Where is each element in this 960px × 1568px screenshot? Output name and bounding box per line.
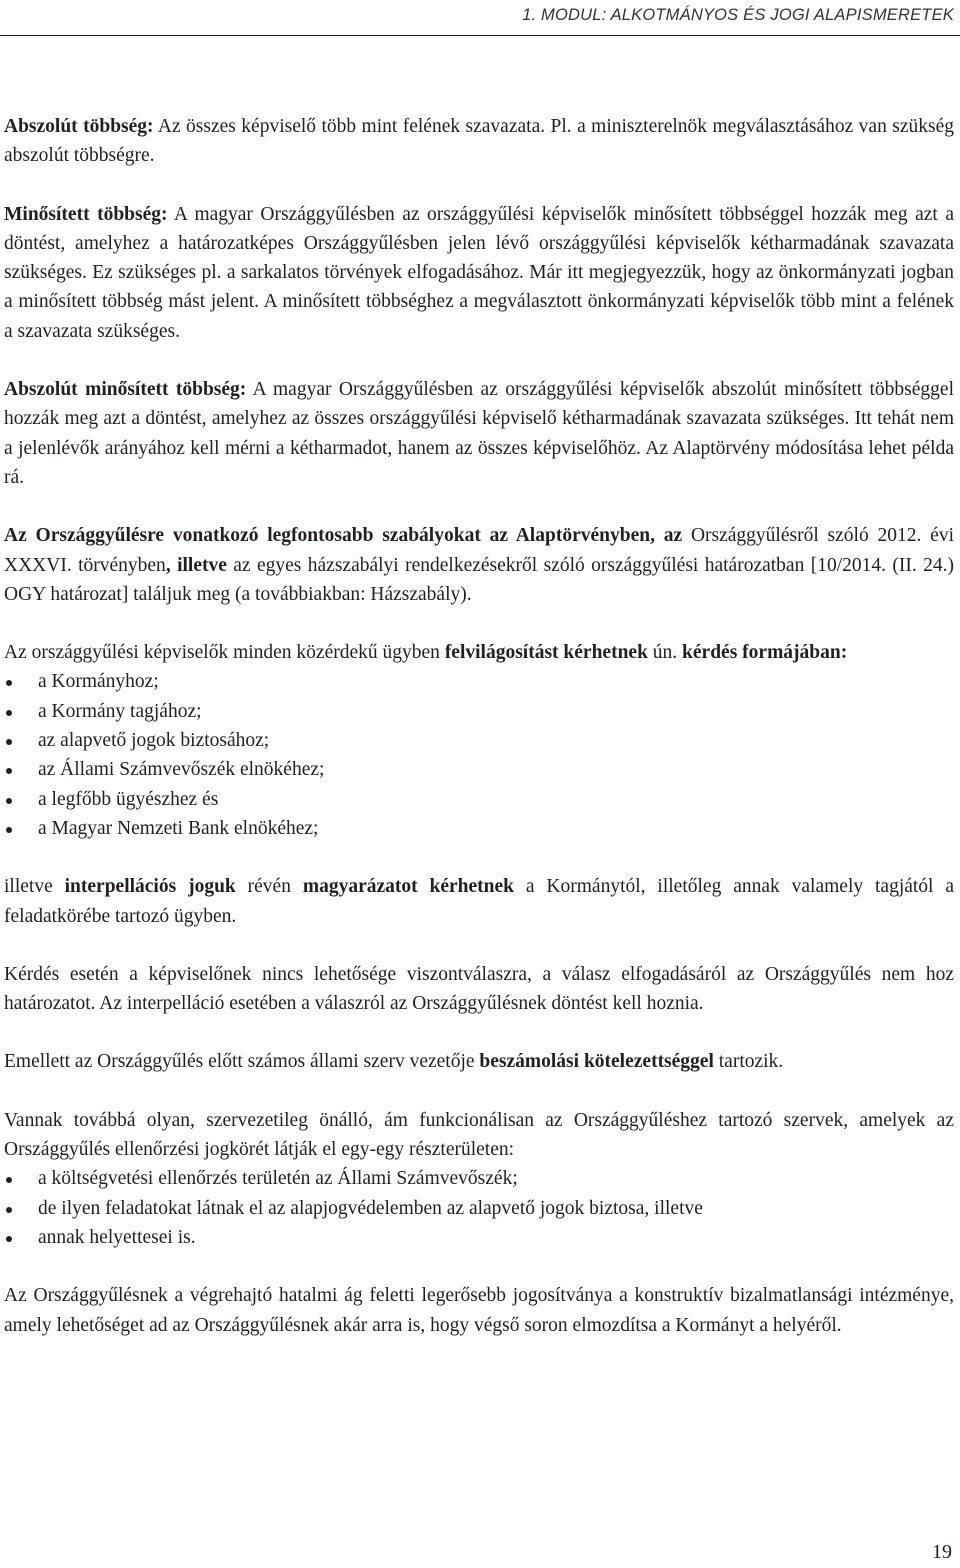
paragraph-rules-sources (4, 521, 954, 609)
paragraph-questions-intro (4, 638, 954, 667)
bold-text: felvilágosítást kérhetnek (444, 642, 648, 664)
paragraph-reporting-obligation (4, 1047, 954, 1076)
paragraph-constructive-no-confidence: Az Országgyűlésnek a végrehajtó hatalmi ág feletti legerősebb jogosítványa a konstruktív bizalmatlansági intézménye, amely lehetőséget ad az Országgyűlésnek akár arra is, hogy végső soron elmozdítsa a Kormányt a helyéről. (4, 1285, 954, 1336)
list-item: a Kormányhoz; (4, 667, 954, 696)
list-item: a Magyar Nemzeti Bank elnökéhez; (4, 814, 954, 843)
paragraph-text: az egyes házszabályi rendelkezésekről szóló országgyűlési határozatban [10/2014. (II. 24.) OGY határozat] találjuk meg (a továbbiakban: Házszabály). (4, 554, 955, 605)
paragraph-text: Emellett az Országgyűlés előtt számos állami szerv vezetője (4, 1051, 480, 1073)
paragraph-text: Az országgyűlési képviselők minden közérdekű ügyben (4, 642, 445, 664)
paragraph-qualified-majority (4, 200, 954, 346)
list-item: a költségvetési ellenőrzés területén az Állami Számvevőszék; (4, 1164, 954, 1193)
bullet-list-control-bodies (4, 1164, 954, 1252)
term-qualified-majority: Minősített többség: (4, 203, 168, 225)
list-item: az Állami Számvevőszék elnökéhez; (4, 755, 954, 784)
paragraph-text: tartozik. (713, 1051, 784, 1073)
paragraph-text: illetve (4, 876, 65, 898)
paragraph-absolute-qualified-majority (4, 375, 954, 492)
page-number: 19 (932, 1541, 952, 1563)
paragraph-control-bodies: Vannak továbbá olyan, szervezetileg önálló, ám funkcionálisan az Országgyűléshez tartozó szervek, amelyek az Országgyűlés ellenőrzési jogkörét látják el egy-egy részterületen: (4, 1109, 954, 1161)
bold-text: beszámolási kötelezettséggel (479, 1051, 714, 1073)
paragraph-absolute-majority (4, 112, 954, 171)
bold-text: magyarázatot kérhetnek (302, 876, 515, 898)
paragraph-text: A magyar Országgyűlésben az országgyűlési képviselők abszolút minősített többséggel hozzák meg azt a döntést, amelyhez az összes országgyűlési képviselő kétharmadának szavazata szükséges. Itt tehát nem a jelenlévők arányához kell mérni a kétharmadot, hanem az összes képviselőhöz. Az Alaptörvény módosítása lehet példa rá. (4, 379, 954, 488)
paragraph-text: A magyar Országgyűlésben az országgyűlési képviselők minősített többséggel hozzák meg azt a döntést, amelyhez a határozatképes Országgyűlésben jelen lévő országgyűlési képviselők kétharmadának szavazata szükséges. Ez szükséges pl. a sarkalatos törvények elfogadásához. Már itt megjegyezzük, hogy az önkormányzati jogban a minősített többség mást jelent. A minősített többséghez a megválasztott önkormányzati képviselők több mint a felének a szavazata szükséges. (4, 203, 954, 342)
list-item: de ilyen feladatokat látnak el az alapjogvédelemben az alapvető jogok biztosa, illetve (4, 1194, 954, 1223)
list-item: a Kormány tagjához; (4, 697, 954, 726)
paragraph-text: a Kormánytól, illetőleg annak valamely tagjától a feladatkörébe tartozó ügyben. (4, 876, 955, 927)
paragraph-interpellation (4, 872, 954, 931)
bold-text: kérdés formájában: (682, 642, 848, 664)
paragraph-text: Országgyűlésről szóló 2012. évi XXXVI. törvényben (4, 525, 954, 576)
term-absolute-majority: Abszolút többség: (4, 116, 154, 137)
paragraph-text: ún. (647, 642, 683, 664)
list-item: a legfőbb ügyészhez és (4, 785, 954, 814)
list-item: az alapvető jogok biztosához; (4, 726, 954, 755)
bullet-list-question-recipients (4, 667, 954, 843)
header-divider (0, 35, 960, 36)
bold-text: interpellációs joguk (64, 876, 236, 898)
term-absolute-qualified-majority: Abszolút minősített többség: (4, 379, 247, 401)
bold-text: , illetve (165, 554, 227, 576)
page-body (4, 112, 954, 1369)
bold-text: Az Országgyűlésre vonatkozó legfontosabb szabályokat az Alaptörvényben, az (4, 525, 683, 547)
paragraph-text: révén (235, 876, 303, 898)
paragraph-question-answer: Kérdés esetén a képviselőnek nincs lehetősége viszontválaszra, a válasz elfogadásáról az Országgyűlés nem hoz határozatot. Az interpelláció esetében a válaszról az Országgyűlésnek döntést kell hoznia. (4, 963, 954, 1015)
list-item: annak helyettesei is. (4, 1223, 954, 1252)
paragraph-text: Az összes képviselő több mint felének szavazata. Pl. a miniszterelnök megválasztásához van szükség abszolút többségre. (4, 116, 954, 167)
running-header: 1. MODUL: ALKOTMÁNYOS ÉS JOGI ALAPISMERETEK (522, 6, 954, 24)
